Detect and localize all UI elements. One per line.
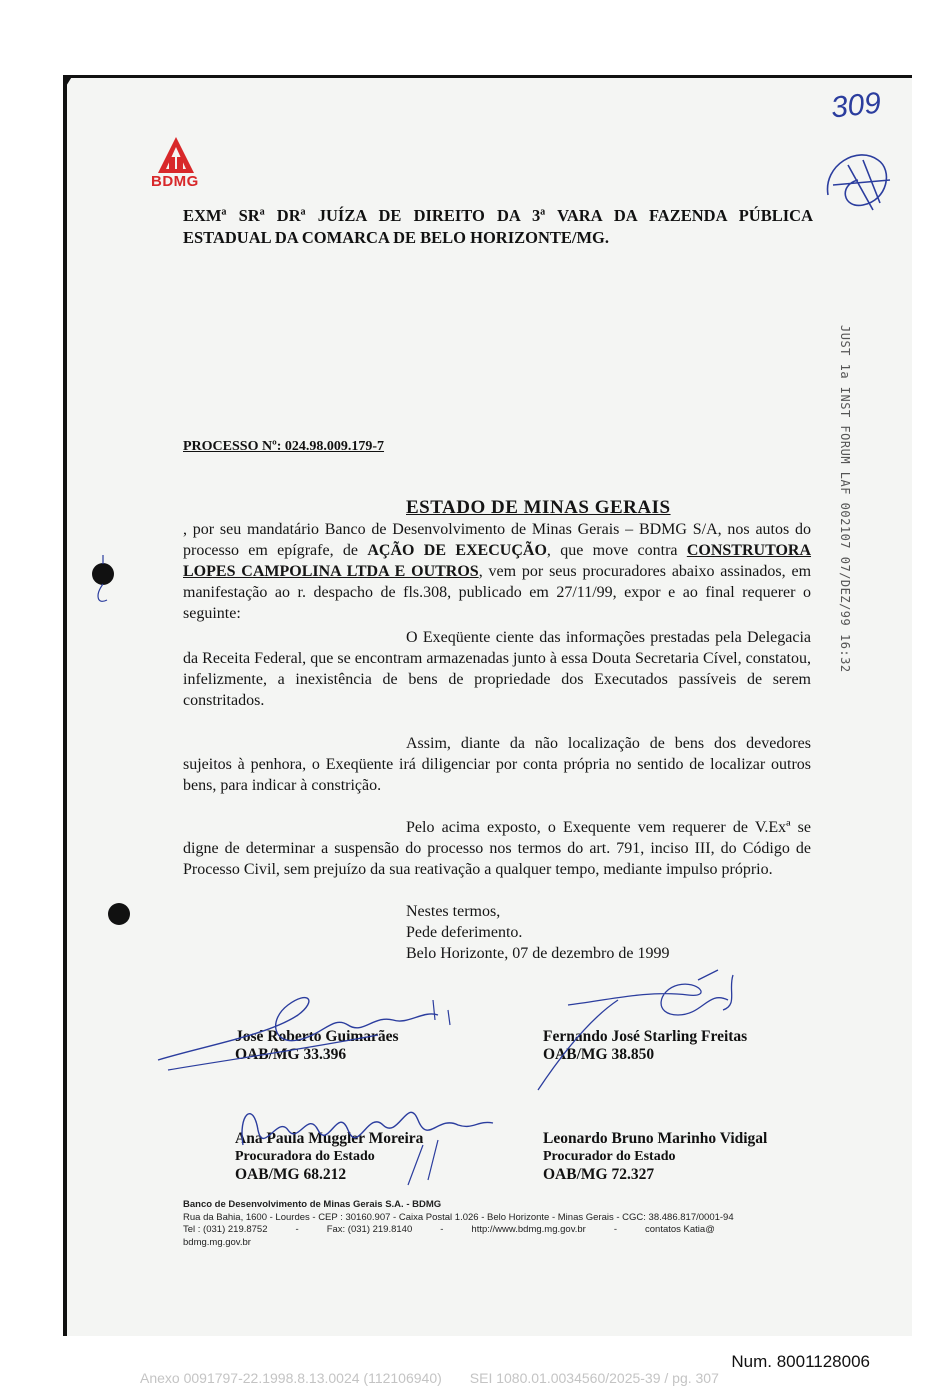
bdmg-triangle-icon — [156, 135, 196, 175]
signature-block-3 — [235, 1130, 423, 1184]
footer-phone: Tel : (031) 219.8752 — [183, 1224, 268, 1235]
intro-text-a: , por seu mandatário Banco de Desenvolvimento de Minas Gerais – BDMG S/A, nos autos do processo em epígrafe, de — [183, 521, 811, 559]
party-name: ESTADO DE MINAS GERAIS — [406, 497, 671, 518]
closing-line-2: Pede deferimento. — [406, 924, 523, 941]
signatory-name: Ana Paula Muggler Moreira — [235, 1130, 424, 1147]
scan-top-border — [63, 75, 912, 78]
addressee-heading: EXMª SRª DRª JUÍZA DE DIREITO DA 3ª VARA DA FAZENDA PÚBLICA ESTADUAL DA COMARCA DE BELO HORIZONTE/MG. — [183, 206, 813, 247]
letterhead-footer — [183, 1199, 783, 1249]
annex-id: Anexo 0091797-22.1998.8.13.0024 (112106940) — [140, 1370, 442, 1386]
protocol-stamp: JUST 1a INST FORUM LAF 002107 07/DEZ/99 16:32 — [838, 325, 852, 673]
scanned-page — [63, 75, 912, 1336]
footer-website: http://www.bdmg.mg.gov.br — [471, 1224, 586, 1235]
bdmg-logo-text: BDMG — [151, 173, 199, 190]
signatory-oab: OAB/MG 33.396 — [235, 1046, 347, 1063]
bdmg-logo — [151, 135, 211, 190]
footer-email: contatos Katia@ bdmg.mg.gov.br — [183, 1224, 715, 1248]
intro-text-b: , que move contra — [546, 542, 687, 559]
paragraph-penhora: Assim, diante da não localização de bens dos devedores sujeitos à penhora, o Exeqüente irá diligenciar por conta própria no sentido de localizar outros bens, para indicar à constrição. — [183, 735, 811, 794]
paragraph-intro — [183, 497, 811, 624]
sei-reference: SEI 1080.01.0034560/2025-39 / pg. 307 — [469, 1370, 719, 1386]
signatory-name: Leonardo Bruno Marinho Vidigal — [543, 1130, 768, 1147]
page-number-scribble — [818, 125, 898, 215]
signature-block-1 — [235, 1028, 399, 1064]
signatory-oab: OAB/MG 68.212 — [235, 1166, 347, 1183]
footer-contacts: Tel : (031) 219.8752 - Fax: (031) 219.8140 - http://www.bdmg.mg.gov.br - contatos Katia@ bdmg.mg.gov.br — [183, 1224, 715, 1248]
document-number: Num. 8001128006 — [731, 1352, 870, 1371]
signatory-oab: OAB/MG 72.327 — [543, 1166, 655, 1183]
annex-reference — [140, 1370, 719, 1386]
signatory-role: Procurador do Estado — [543, 1149, 676, 1164]
footer-company: Banco de Desenvolvimento de Minas Gerais S.A. - BDMG — [183, 1199, 442, 1210]
defendant-name: CONSTRUTORA LOPES CAMPOLINA LTDA E OUTROS — [183, 542, 812, 580]
intro-text-c: , vem por seus procuradores abaixo assinados, em manifestação ao r. despacho de fls.308, publicado em 27/11/99, expor e ao final requerer o seguinte: — [183, 563, 812, 622]
signatory-role: Procuradora do Estado — [235, 1149, 375, 1164]
hole-punch-mark-1 — [85, 550, 125, 610]
handwritten-page-number: 309 — [829, 86, 883, 125]
closing-block — [406, 901, 669, 964]
action-name: AÇÃO DE EXECUÇÃO — [367, 542, 547, 559]
hole-punch-mark-2 — [105, 900, 135, 930]
scan-left-border — [63, 75, 67, 1336]
paragraph-request: Pelo acima exposto, o Exequente vem requerer de V.Exª se digne de determinar a suspensão do processo nos termos do art. 791, inciso III, do Código de Processo Civil, sem prejuízo da sua reativação a qualquer tempo, mediante impulso próprio. — [183, 819, 811, 878]
signatory-name: José Roberto Guimarães — [235, 1028, 399, 1045]
footer-fax: Fax: (031) 219.8140 — [326, 1224, 413, 1235]
scan-corner-mark — [63, 75, 73, 91]
process-number: PROCESSO Nº: 024.98.009.179-7 — [183, 439, 385, 454]
closing-date: Belo Horizonte, 07 de dezembro de 1999 — [406, 945, 670, 962]
closing-line-1: Nestes termos, — [406, 903, 501, 920]
signatory-name: Fernando José Starling Freitas — [543, 1028, 748, 1045]
signatory-oab: OAB/MG 38.850 — [543, 1046, 655, 1063]
paragraph-receita: O Exeqüente ciente das informações prestadas pela Delegacia da Receita Federal, que se encontram armazenadas junto à essa Douta Secretaria Cível, constatou, infelizmente, a inexistência de bens de propriedade dos Executados passíveis de serem constritados. — [183, 629, 811, 709]
signature-block-2 — [543, 1028, 747, 1064]
footer-address: Rua da Bahia, 1600 - Lourdes - CEP : 30160.907 - Caixa Postal 1.026 - Belo Horizonte - Minas Gerais - CGC: 38.486.817/0001-94 — [183, 1211, 734, 1223]
signature-block-4 — [543, 1130, 767, 1184]
